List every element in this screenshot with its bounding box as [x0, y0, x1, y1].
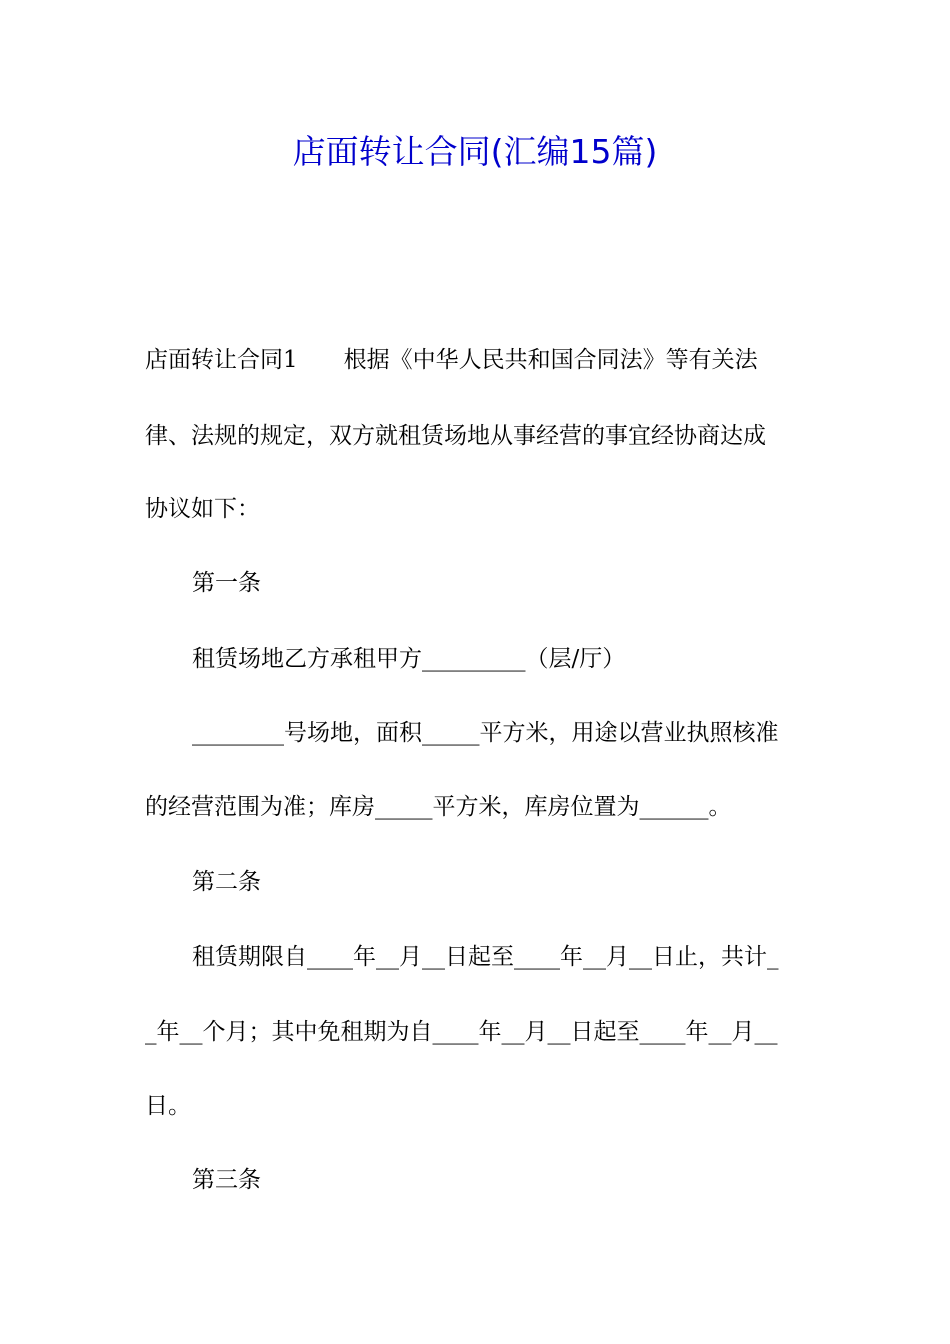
paragraph-line: 租赁期限自____年__月__日起至____年__月__日止，共计_	[192, 944, 779, 970]
paragraph-line: 的经营范围为准；库房_____平方米，库房位置为______。	[145, 794, 732, 820]
paragraph-line: 协议如下：	[145, 496, 260, 522]
paragraph-line: 律、法规的规定，双方就租赁场地从事经营的事宜经协商达成	[145, 423, 766, 449]
article-heading: 第三条	[192, 1167, 261, 1193]
paragraph-line: 店面转让合同1 根据《中华人民共和国合同法》等有关法	[145, 347, 758, 373]
article-heading: 第一条	[192, 570, 261, 596]
paragraph-line: 租赁场地乙方承租甲方_________（层/厅）	[192, 646, 626, 672]
paragraph-line: 日。	[145, 1093, 191, 1119]
paragraph-line: _年__个月；其中免租期为自____年__月__日起至____年__月__	[145, 1019, 778, 1045]
document-title: 店面转让合同(汇编15篇)	[292, 132, 658, 171]
article-heading: 第二条	[192, 869, 261, 895]
paragraph-line: ________号场地，面积_____平方米，用途以营业执照核准	[192, 720, 779, 746]
